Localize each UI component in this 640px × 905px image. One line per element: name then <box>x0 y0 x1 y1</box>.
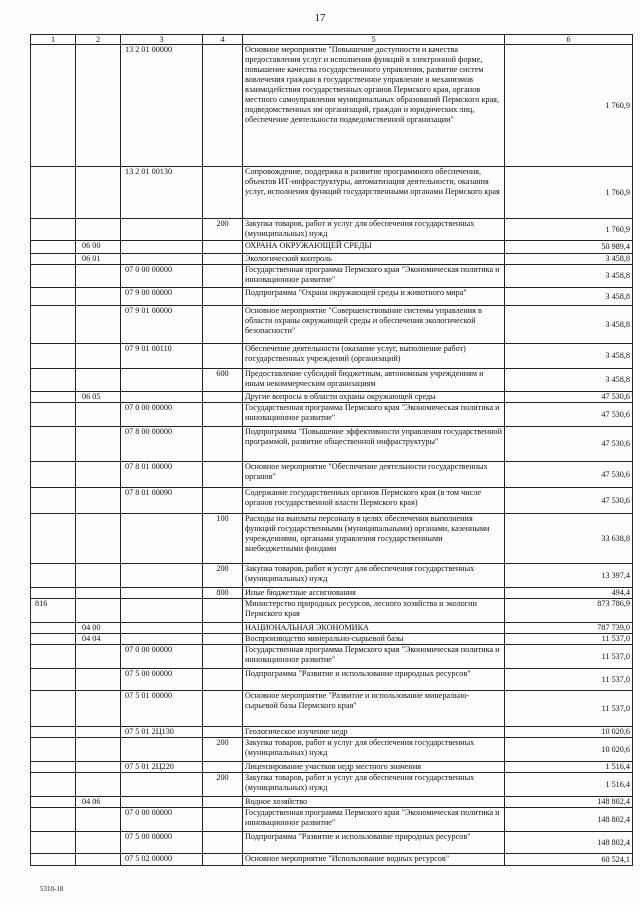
cell-expense-type-code: 100 <box>203 514 243 564</box>
cell-section-code: 04 04 <box>76 634 121 645</box>
cell-expense-type-code <box>203 427 243 462</box>
table-row <box>31 369 633 392</box>
cell-section-code <box>76 306 121 344</box>
cell-expense-type-code <box>203 808 243 832</box>
cell-expense-type-code: 200 <box>203 219 243 241</box>
cell-section-code <box>76 564 121 588</box>
cell-section-code: 04 06 <box>76 797 121 808</box>
cell-item-name: Государственная программа Пермского края "Экономическая политика и инновационное развитие" <box>243 808 505 832</box>
cell-section-code <box>76 588 121 599</box>
cell-amount: 60 524,1 <box>505 854 633 866</box>
cell-item-name: Расходы на выплаты персоналу в целях обеспечения выполнения функций государственными (муниципальными) органами, казенными учреждениями, органами управления государственными внебюджетными фондами <box>243 514 505 564</box>
table-row <box>31 344 633 369</box>
cell-expense-type-code <box>203 797 243 808</box>
cell-ministry-code <box>31 588 76 599</box>
cell-target-article-code <box>121 634 203 645</box>
header-col-1: 1 <box>31 35 76 45</box>
cell-item-name: Основное мероприятие "Повышение доступности и качества предоставления услуг и исполнения функций в электронной форме, повышение качества государственного управления, развитие систем вовлечения граждан в государственное управление и механизмов взаимодействия государственных органов Пермского края, органов местного самоуправления муниципальных образований Пермского края, подведомственных им организаций, граждан и юридических лиц, обеспечение деятельности подведомственной организации" <box>243 45 505 167</box>
cell-section-code <box>76 488 121 514</box>
cell-item-name: Основное мероприятие "Развитие и использование минерально-сырьевой базы Пермского края" <box>243 691 505 727</box>
cell-ministry-code <box>31 691 76 727</box>
cell-item-name: Государственная программа Пермского края "Экономическая политика и инновационное развитие" <box>243 265 505 288</box>
cell-amount: 11 537,0 <box>505 634 633 645</box>
cell-ministry-code <box>31 403 76 427</box>
cell-expense-type-code <box>203 762 243 773</box>
cell-target-article-code: 07 9 01 00000 <box>121 306 203 344</box>
header-col-5: 5 <box>243 35 505 45</box>
cell-target-article-code: 07 0 00 00000 <box>121 808 203 832</box>
cell-amount: 33 638,8 <box>505 514 633 564</box>
table-row <box>31 392 633 403</box>
table-row <box>31 254 633 265</box>
cell-target-article-code: 07 0 00 00000 <box>121 403 203 427</box>
cell-item-name: Закупка товаров, работ и услуг для обеспечения государственных (муниципальных) нужд <box>243 219 505 241</box>
cell-target-article-code: 07 5 02 00000 <box>121 854 203 866</box>
cell-item-name: Лицензирование участков недр местного значения <box>243 762 505 773</box>
cell-section-code <box>76 762 121 773</box>
cell-item-name: Подпрограмма "Развитие и использование природных ресурсов" <box>243 669 505 691</box>
cell-target-article-code: 07 5 01 2Ц130 <box>121 727 203 738</box>
cell-section-code <box>76 344 121 369</box>
cell-target-article-code: 07 0 00 00000 <box>121 265 203 288</box>
cell-item-name: Подпрограмма "Охрана окружающей среды и животного мира" <box>243 288 505 306</box>
cell-item-name: Закупка товаров, работ и услуг для обеспечения государственных (муниципальных) нужд <box>243 738 505 762</box>
cell-target-article-code <box>121 623 203 634</box>
table-row <box>31 645 633 669</box>
cell-section-code: 06 00 <box>76 241 121 254</box>
cell-expense-type-code <box>203 669 243 691</box>
cell-expense-type-code: 800 <box>203 588 243 599</box>
cell-section-code: 04 00 <box>76 623 121 634</box>
cell-target-article-code <box>121 254 203 265</box>
cell-section-code <box>76 427 121 462</box>
cell-expense-type-code <box>203 599 243 623</box>
cell-ministry-code <box>31 832 76 854</box>
cell-section-code <box>76 727 121 738</box>
cell-expense-type-code: 200 <box>203 773 243 797</box>
cell-ministry-code <box>31 344 76 369</box>
cell-amount: 50 989,4 <box>505 241 633 254</box>
cell-section-code <box>76 669 121 691</box>
cell-expense-type-code <box>203 167 243 219</box>
cell-ministry-code <box>31 219 76 241</box>
cell-expense-type-code <box>203 727 243 738</box>
cell-item-name: Основное мероприятие "Совершенствование системы управления в области охраны окружающей среды и обеспечения экологической безопасности" <box>243 306 505 344</box>
table-row <box>31 488 633 514</box>
cell-amount: 1 760,9 <box>505 219 633 241</box>
table-row <box>31 45 633 167</box>
cell-section-code <box>76 369 121 392</box>
cell-expense-type-code <box>203 832 243 854</box>
cell-item-name: Подпрограмма "Развитие и использование природных ресурсов" <box>243 832 505 854</box>
cell-expense-type-code <box>203 634 243 645</box>
table-row <box>31 427 633 462</box>
cell-expense-type-code <box>203 623 243 634</box>
cell-item-name: ОХРАНА ОКРУЖАЮЩЕЙ СРЕДЫ <box>243 241 505 254</box>
cell-item-name: Другие вопросы в области охраны окружающей среды <box>243 392 505 403</box>
cell-target-article-code <box>121 599 203 623</box>
cell-item-name: Содержание государственных органов Пермского края (в том числе органов государственной власти Пермского края) <box>243 488 505 514</box>
cell-amount: 1 516,4 <box>505 773 633 797</box>
table-row <box>31 564 633 588</box>
cell-target-article-code: 07 9 01 00110 <box>121 344 203 369</box>
cell-expense-type-code: 200 <box>203 738 243 762</box>
cell-ministry-code <box>31 797 76 808</box>
cell-item-name: Закупка товаров, работ и услуг для обеспечения государственных (муниципальных) нужд <box>243 773 505 797</box>
cell-ministry-code <box>31 392 76 403</box>
cell-item-name: Подпрограмма "Повышение эффективности управления государственной программой, развитие общественной инфраструктуры" <box>243 427 505 462</box>
cell-expense-type-code <box>203 645 243 669</box>
cell-item-name: Воспроизводство минерально-сырьевой базы <box>243 634 505 645</box>
cell-ministry-code <box>31 773 76 797</box>
cell-target-article-code <box>121 588 203 599</box>
cell-item-name: Основное мероприятие "Обеспечение деятельности государственных органов" <box>243 462 505 488</box>
cell-section-code <box>76 832 121 854</box>
cell-amount: 3 458,8 <box>505 344 633 369</box>
cell-ministry-code <box>31 854 76 866</box>
cell-amount: 47 530,6 <box>505 392 633 403</box>
table-row <box>31 691 633 727</box>
cell-section-code <box>76 738 121 762</box>
cell-target-article-code: 07 5 00 00000 <box>121 832 203 854</box>
cell-amount: 3 458,8 <box>505 288 633 306</box>
cell-ministry-code <box>31 265 76 288</box>
cell-section-code <box>76 599 121 623</box>
cell-item-name: Геологическое изучение недр <box>243 727 505 738</box>
table-row <box>31 462 633 488</box>
cell-ministry-code <box>31 45 76 167</box>
table-row <box>31 634 633 645</box>
cell-ministry-code <box>31 462 76 488</box>
cell-section-code: 06 01 <box>76 254 121 265</box>
cell-amount: 11 537,0 <box>505 645 633 669</box>
table-row <box>31 588 633 599</box>
cell-section-code <box>76 514 121 564</box>
cell-target-article-code <box>121 564 203 588</box>
cell-expense-type-code <box>203 392 243 403</box>
header-col-4: 4 <box>203 35 243 45</box>
cell-target-article-code: 13 2 01 00000 <box>121 45 203 167</box>
table-row <box>31 265 633 288</box>
cell-expense-type-code: 200 <box>203 564 243 588</box>
cell-ministry-code <box>31 254 76 265</box>
cell-amount: 1 760,9 <box>505 45 633 167</box>
cell-ministry-code <box>31 306 76 344</box>
cell-expense-type-code <box>203 265 243 288</box>
cell-amount: 873 786,9 <box>505 599 633 623</box>
cell-expense-type-code <box>203 854 243 866</box>
table-row <box>31 288 633 306</box>
cell-section-code <box>76 808 121 832</box>
header-col-3: 3 <box>121 35 203 45</box>
table-row <box>31 219 633 241</box>
cell-section-code <box>76 219 121 241</box>
cell-amount: 1 516,4 <box>505 762 633 773</box>
cell-amount: 148 802,4 <box>505 832 633 854</box>
cell-item-name: Закупка товаров, работ и услуг для обеспечения государственных (муниципальных) нужд <box>243 564 505 588</box>
table-row <box>31 306 633 344</box>
cell-amount: 148 802,4 <box>505 797 633 808</box>
cell-ministry-code <box>31 167 76 219</box>
cell-item-name: Государственная программа Пермского края "Экономическая политика и инновационное развитие" <box>243 645 505 669</box>
cell-target-article-code <box>121 392 203 403</box>
cell-item-name: НАЦИОНАЛЬНАЯ ЭКОНОМИКА <box>243 623 505 634</box>
cell-amount: 11 537,0 <box>505 691 633 727</box>
cell-section-code <box>76 403 121 427</box>
cell-target-article-code <box>121 369 203 392</box>
cell-amount: 3 458,8 <box>505 265 633 288</box>
table-row <box>31 167 633 219</box>
cell-item-name: Экологический контроль <box>243 254 505 265</box>
cell-amount: 11 537,0 <box>505 669 633 691</box>
cell-target-article-code: 07 5 01 00000 <box>121 691 203 727</box>
table-row <box>31 514 633 564</box>
cell-item-name: Обеспечение деятельности (оказание услуг, выполнение работ) государственных учреждений (организаций) <box>243 344 505 369</box>
cell-ministry-code <box>31 488 76 514</box>
cell-ministry-code <box>31 645 76 669</box>
cell-ministry-code <box>31 427 76 462</box>
cell-section-code <box>76 773 121 797</box>
cell-amount: 10 020,6 <box>505 727 633 738</box>
cell-target-article-code <box>121 241 203 254</box>
cell-target-article-code <box>121 738 203 762</box>
cell-ministry-code <box>31 727 76 738</box>
table-row <box>31 738 633 762</box>
cell-expense-type-code <box>203 403 243 427</box>
cell-expense-type-code <box>203 691 243 727</box>
cell-section-code <box>76 265 121 288</box>
cell-amount: 47 530,6 <box>505 462 633 488</box>
cell-amount: 3 458,8 <box>505 254 633 265</box>
cell-expense-type-code: 600 <box>203 369 243 392</box>
cell-item-name: Государственная программа Пермского края "Экономическая политика и инновационное развитие" <box>243 403 505 427</box>
table-row <box>31 669 633 691</box>
cell-ministry-code <box>31 808 76 832</box>
table-body <box>31 45 633 866</box>
cell-amount: 494,4 <box>505 588 633 599</box>
cell-amount: 13 397,4 <box>505 564 633 588</box>
cell-ministry-code <box>31 623 76 634</box>
table-row <box>31 808 633 832</box>
cell-amount: 47 530,6 <box>505 488 633 514</box>
cell-expense-type-code <box>203 45 243 167</box>
table-row <box>31 623 633 634</box>
cell-expense-type-code <box>203 306 243 344</box>
cell-ministry-code <box>31 564 76 588</box>
cell-ministry-code <box>31 738 76 762</box>
budget-table <box>30 34 633 866</box>
header-col-2: 2 <box>76 35 121 45</box>
cell-amount: 1 760,9 <box>505 167 633 219</box>
cell-item-name: Сопровождение, поддержка и развитие программного обеспечения, объектов ИТ-инфраструктуры, автоматизация деятельности, оказания услуг, исполнения функций государственными органами Пермского края <box>243 167 505 219</box>
table-row <box>31 773 633 797</box>
cell-amount: 148 802,4 <box>505 808 633 832</box>
cell-item-name: Предоставление субсидий бюджетным, автономным учреждениям и иным некоммерческим организациям <box>243 369 505 392</box>
table-row <box>31 241 633 254</box>
table-row <box>31 832 633 854</box>
cell-item-name: Основное мероприятие "Использование водных ресурсов" <box>243 854 505 866</box>
cell-item-name: Министерство природных ресурсов, лесного хозяйства и экологии Пермского края <box>243 599 505 623</box>
cell-expense-type-code <box>203 462 243 488</box>
page-number: 17 <box>314 12 326 24</box>
cell-target-article-code: 07 5 01 2Ц220 <box>121 762 203 773</box>
table-row <box>31 797 633 808</box>
cell-section-code <box>76 645 121 669</box>
cell-target-article-code <box>121 219 203 241</box>
cell-amount: 787 739,0 <box>505 623 633 634</box>
cell-item-name: Иные бюджетные ассигнования <box>243 588 505 599</box>
table-row <box>31 599 633 623</box>
cell-target-article-code <box>121 514 203 564</box>
cell-ministry-code <box>31 369 76 392</box>
cell-target-article-code <box>121 797 203 808</box>
cell-section-code <box>76 167 121 219</box>
cell-amount: 3 458,8 <box>505 369 633 392</box>
cell-section-code <box>76 462 121 488</box>
header-col-6: 6 <box>505 35 633 45</box>
cell-ministry-code <box>31 288 76 306</box>
cell-ministry-code <box>31 669 76 691</box>
cell-expense-type-code <box>203 288 243 306</box>
cell-ministry-code <box>31 241 76 254</box>
cell-expense-type-code <box>203 344 243 369</box>
table-row <box>31 403 633 427</box>
cell-target-article-code: 07 9 00 00000 <box>121 288 203 306</box>
cell-amount: 47 530,6 <box>505 427 633 462</box>
cell-target-article-code: 07 5 00 00000 <box>121 669 203 691</box>
cell-section-code <box>76 854 121 866</box>
cell-target-article-code: 07 0 00 00000 <box>121 645 203 669</box>
cell-target-article-code: 07 8 01 00000 <box>121 462 203 488</box>
table-row <box>31 727 633 738</box>
cell-ministry-code <box>31 634 76 645</box>
cell-ministry-code: 816 <box>31 599 76 623</box>
footer-code: 5310-18 <box>40 885 64 893</box>
cell-amount: 3 458,8 <box>505 306 633 344</box>
table-row <box>31 762 633 773</box>
cell-amount: 10 020,6 <box>505 738 633 762</box>
cell-target-article-code: 07 8 00 00000 <box>121 427 203 462</box>
cell-expense-type-code <box>203 488 243 514</box>
cell-section-code <box>76 45 121 167</box>
cell-item-name: Водное хозяйство <box>243 797 505 808</box>
cell-target-article-code <box>121 773 203 797</box>
cell-expense-type-code <box>203 241 243 254</box>
cell-target-article-code: 07 8 01 00090 <box>121 488 203 514</box>
cell-amount: 47 530,6 <box>505 403 633 427</box>
cell-expense-type-code <box>203 254 243 265</box>
cell-ministry-code <box>31 762 76 773</box>
cell-section-code <box>76 691 121 727</box>
table-header-row <box>31 35 633 45</box>
cell-section-code: 06 05 <box>76 392 121 403</box>
cell-ministry-code <box>31 514 76 564</box>
cell-section-code <box>76 288 121 306</box>
table-row <box>31 854 633 866</box>
cell-target-article-code: 13 2 01 00130 <box>121 167 203 219</box>
